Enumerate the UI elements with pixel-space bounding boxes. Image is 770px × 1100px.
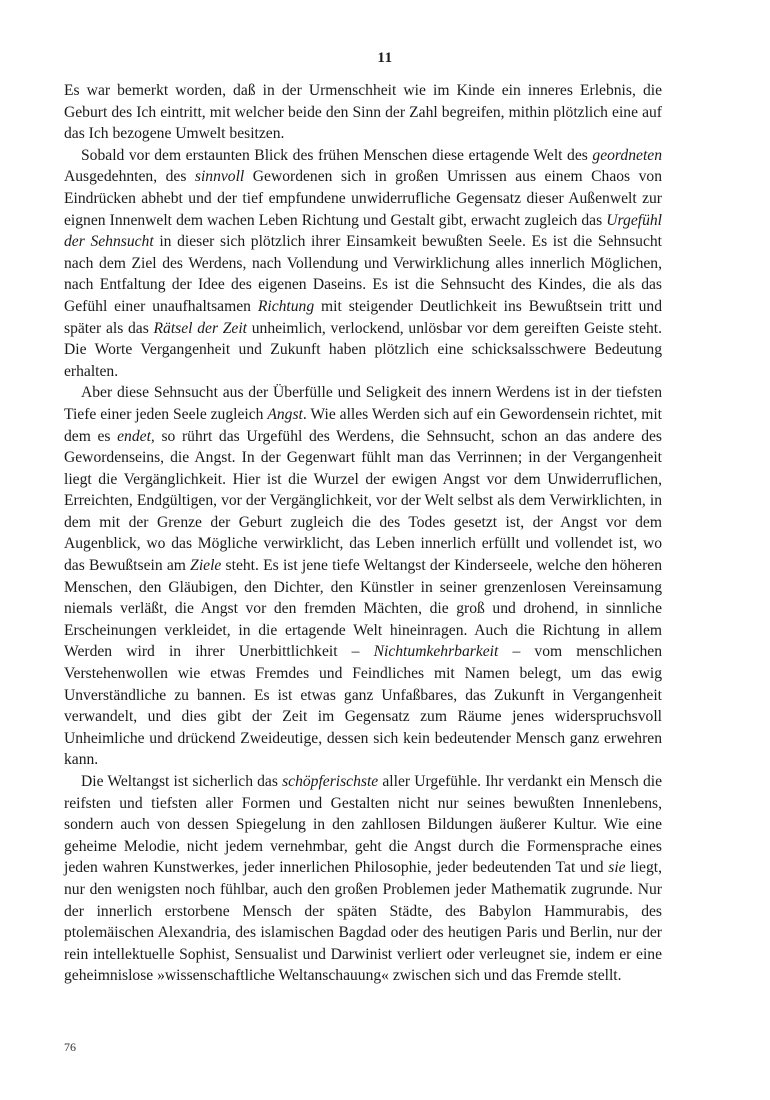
paragraph xyxy=(64,145,662,383)
text-run: so rührt das Urgefühl des Werdens, die Sehnsucht, schon an das andere des Gewordenseins, die Angst. In der Gegenwart fühlt man das Verrinnen; in der Vergangenheit liegt die Vergänglichkeit. Hier ist die Wurzel der ewigen Angst vor dem Unwiderruflichen, Erreichten, Endgültigen, vor der Vergänglichkeit, vor der Welt selbst als dem Verwirklichten, in dem mit der Grenze der Geburt zugleich die des Todes gesetzt ist, der Angst vor dem Augenblick, wo das Mögliche verwirklicht, das Leben innerlich erfüllt und vollendet ist, wo das Bewußtsein am xyxy=(64,427,663,575)
text-run: aller Urgefühle. Ihr verdankt ein Mensch die reifsten und tiefsten aller Formen und Gestalten nicht nur seines bewußten Innenlebens, sondern auch von dessen Spiegelung in den zahllosen Bildungen äußerer Kultur. Wie eine geheime Melodie, nicht jedem vernehmbar, geht die Angst durch die Formensprache eines jeden wahren Kunstwerkes, jeder innerlichen Philosophie, jeder bedeutenden Tat und xyxy=(64,773,662,877)
emphasized-text: sie xyxy=(608,859,626,877)
emphasized-text: schöpferischste xyxy=(282,773,379,790)
text-run: Sobald vor dem erstaunten Blick des frühen Menschen diese ertagende Welt des xyxy=(81,146,593,164)
text-run: liegt, nur den wenigsten noch fühlbar, auch den großen Problemen jeder Mathematik zugrunde. Nur der innerlich erstorbene Mensch der späten Städte, des Babylon Hammurabis, des ptolemäischen Alexandria, des islamischen Bagdad oder des heutigen Paris und Berlin, nur der rein intellektuelle Sophist, Sensualist und Darwinist verliert oder verleugnet sie, indem er eine geheimnislose »wissenschaftliche Weltanschauung« zwischen sich und das Fremde stellt. xyxy=(64,859,662,985)
text-run: mit steigender Deutlichkeit ins Bewußtsein tritt und später als das xyxy=(64,297,663,337)
emphasized-text: Nichtumkehrbarkeit xyxy=(373,643,499,661)
emphasized-text: Rätsel der Zeit xyxy=(153,319,248,337)
text-run: in dieser sich plötzlich ihrer Einsamkeit bewußten Seele. Es ist die Sehnsucht nach dem Ziel des Werdens, nach Vollendung und Verwirklichung alles innerlich Möglichen, nach Entfaltung der Idee des eigenen Daseins. Es ist die Sehnsucht des Kindes, die als das Gefühl einer unaufhaltsamen xyxy=(64,233,662,315)
text-run: steht. Es ist jene tiefe Weltangst der Kinderseele, welche den höheren Menschen, den Gläubigen, den Dichter, den Künstler in seiner grenzenlosen Vereinsamung niemals verläßt, die Angst vor den fremden Mächten, die groß und drohend, in sinnliche Erscheinungen verkleidet, in die ertagende Welt hineinragen. Auch die Richtung in allem Werden wird in ihrer Unerbittlichkeit – xyxy=(64,557,662,661)
section-number: 11 xyxy=(377,50,393,66)
emphasized-text: geordneten xyxy=(592,146,662,164)
text-run: Die Weltangst ist sicherlich das xyxy=(81,773,283,790)
emphasized-text: endet, xyxy=(117,427,155,445)
emphasized-text: Urgefühl der Sehnsucht xyxy=(64,211,662,251)
emphasized-text: Ziele xyxy=(190,557,222,575)
text-run: unheimlich, verlockend, unlösbar vor dem gereiften Geiste steht. Die Worte Vergangenheit und Zukunft haben plötzlich eine schicksalsschwere Bedeutung erhalten. xyxy=(64,319,662,380)
text-run: Ausgedehnten, des xyxy=(64,168,195,186)
emphasized-text: Angst xyxy=(267,405,303,423)
page-number: 76 xyxy=(64,1040,76,1054)
text-run: . Wie alles Werden sich auf ein Gewordensein richtet, mit dem es xyxy=(64,405,663,445)
text-run: Aber diese Sehnsucht aus der Überfülle und Seligkeit des innern Werdens ist in der tiefsten Tiefe einer jeden Seele zugleich xyxy=(64,384,662,423)
emphasized-text: Richtung xyxy=(257,297,315,315)
paragraph xyxy=(64,80,662,145)
paragraph xyxy=(64,382,662,771)
paragraph xyxy=(64,771,662,987)
body-text xyxy=(64,80,662,987)
text-run: Es war bemerkt worden, daß in der Urmenschheit wie im Kinde ein inneres Erlebnis, die Geburt des Ich eintritt, mit welcher beide den Sinn der Zahl begreifen, mithin plötzlich eine auf das Ich bezogene Umwelt besitzen. xyxy=(64,82,662,143)
text-run: Gewordenen sich in großen Umrissen aus einem Chaos von Eindrücken abhebt und der tief empfundene unwiderrufliche Gegensatz dieser Außenwelt zur eignen Innenwelt dem wachen Leben Richtung und Gestalt gibt, erwacht zugleich das xyxy=(64,168,662,229)
text-run: – vom menschlichen Verstehenwollen wie etwas Fremdes und Feindliches mit Namen belegt, um das ewig Unverständliche zu bannen. Es ist etwas ganz Unfaßbares, das Zukunft in Vergangenheit verwandelt, und dies gibt der Zeit im Gegensatz zum Räume jenes widerspruchsvoll Unheimliche und drückend Zweideutige, dessen sich kein bedeutender Mensch ganz erwehren kann. xyxy=(64,643,663,769)
emphasized-text: sinnvoll xyxy=(194,168,245,186)
